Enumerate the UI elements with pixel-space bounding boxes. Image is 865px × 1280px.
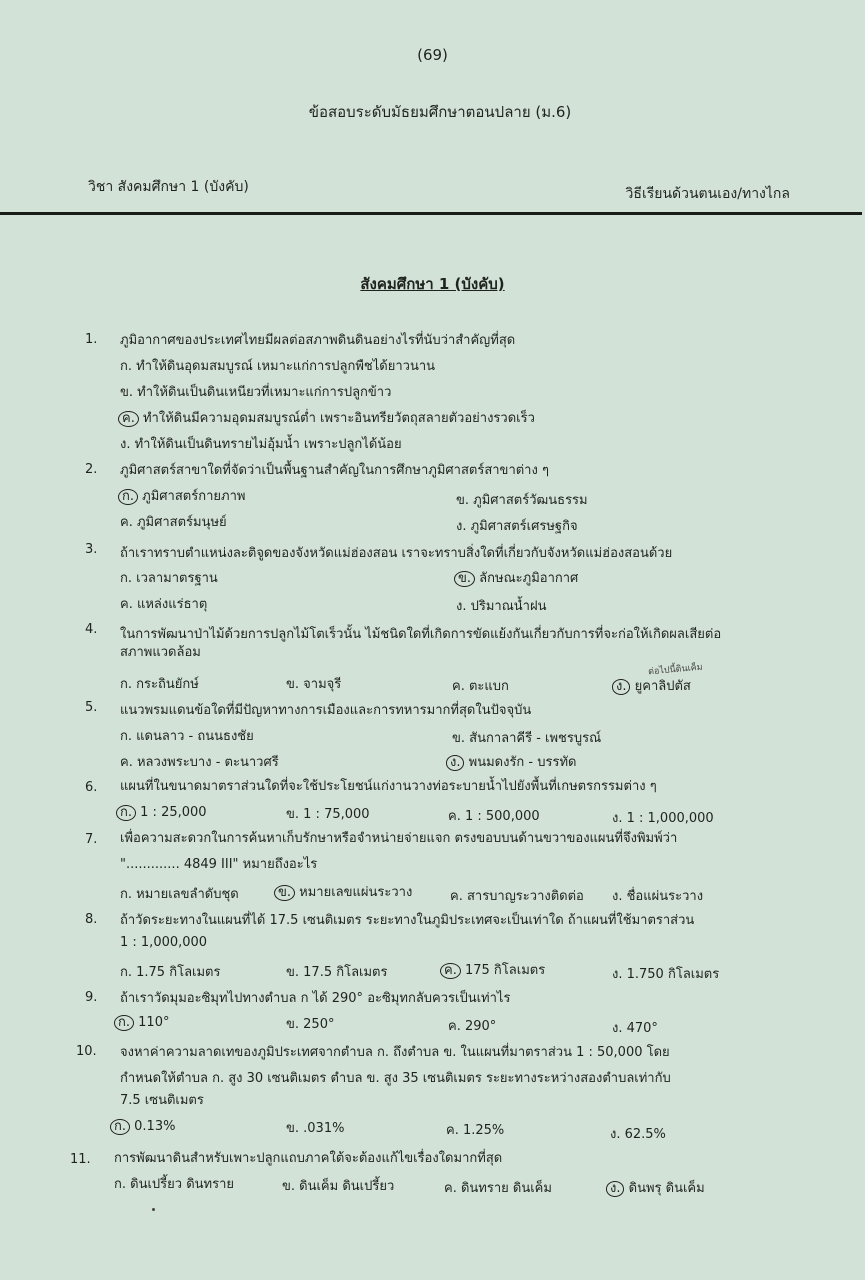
choice: ข. 1 : 75,000 bbox=[286, 807, 370, 822]
choice-text: ยูคาลิปตัส bbox=[634, 679, 691, 694]
subject-label: วิชา สังคมศึกษา 1 (บังคับ) bbox=[88, 179, 249, 195]
paper-speck bbox=[152, 1208, 155, 1211]
choice: ค. หลวงพระบาง - ตะนาวศรี bbox=[120, 755, 279, 770]
choice: ก. ทำให้ดินอุดมสมบูรณ์ เหมาะแก่การปลูกพืชได้ยาวนาน bbox=[120, 359, 436, 374]
header-divider bbox=[0, 212, 862, 215]
question-number: 10. bbox=[76, 1044, 97, 1059]
choice-selected bbox=[446, 754, 576, 772]
choice-text: 175 กิโลเมตร bbox=[464, 963, 546, 978]
answer-circle: ง. bbox=[612, 679, 630, 695]
question-number: 4. bbox=[85, 622, 98, 637]
choice-selected bbox=[274, 884, 412, 902]
choice: ข. ภูมิศาสตร์วัฒนธรรม bbox=[456, 493, 588, 508]
choice-text: ภูมิศาสตร์กายภาพ bbox=[142, 489, 246, 504]
question-number: 9. bbox=[85, 990, 98, 1005]
question-text: ถ้าเราวัดมุมอะซิมุทไปทางตำบล ก ได้ 290° อะซิมุทกลับควรเป็นเท่าไร bbox=[120, 991, 511, 1006]
choice: ง. ปริมาณน้ำฝน bbox=[456, 599, 547, 614]
question-text: การพัฒนาดินสำหรับเพาะปลูกแถบภาคใต้จะต้องแก้ไขเรื่องใดมากที่สุด bbox=[114, 1151, 503, 1166]
choice-selected bbox=[440, 962, 545, 980]
question-number: 2. bbox=[85, 462, 98, 477]
answer-circle: ก. bbox=[116, 805, 136, 821]
question-number: 3. bbox=[85, 542, 98, 557]
section-title: สังคมศึกษา 1 (บังคับ) bbox=[360, 275, 505, 293]
choice: ค. 1.25% bbox=[446, 1123, 505, 1138]
question-text: ในการพัฒนาป่าไม้ด้วยการปลูกไม้โตเร็วนั้น ไม้ชนิดใดที่เกิดการขัดแย้งกันเกี่ยวกับการที่จะก่อให้เกิดผลเสียต่อ bbox=[120, 627, 722, 642]
question-text: จงหาค่าความลาดเทของภูมิประเทศจากตำบล ก. ถึงตำบล ข. ในแผนที่มาตราส่วน 1 : 50,000 โดย bbox=[120, 1045, 670, 1060]
choice-text: 1 : 25,000 bbox=[140, 805, 207, 820]
choice: ค. 290° bbox=[448, 1019, 497, 1034]
question-text-continued: 1 : 1,000,000 bbox=[120, 935, 208, 950]
choice-selected bbox=[612, 678, 691, 696]
question-text: แนวพรมแดนข้อใดที่มีปัญหาทางการเมืองและการทหารมากที่สุดในปัจจุบัน bbox=[120, 703, 532, 718]
question-number: 6. bbox=[85, 780, 98, 795]
choice-selected bbox=[118, 410, 535, 428]
choice-selected bbox=[116, 804, 207, 822]
choice-text: ลักษณะภูมิอากาศ bbox=[479, 571, 579, 586]
question-number: 7. bbox=[85, 832, 98, 847]
choice: ง. 470° bbox=[612, 1021, 658, 1036]
choice: ก. ดินเปรี้ยว ดินทราย bbox=[114, 1177, 234, 1192]
choice-selected bbox=[118, 488, 245, 506]
choice: ง. ชื่อแผ่นระวาง bbox=[612, 889, 704, 904]
choice-text: ดินพรุ ดินเค็ม bbox=[628, 1181, 705, 1196]
choice-text: หมายเลขแผ่นระวาง bbox=[299, 885, 413, 900]
choice: ง. 1.750 กิโลเมตร bbox=[612, 967, 720, 982]
choice: ค. ภูมิศาสตร์มนุษย์ bbox=[120, 515, 227, 530]
choice-text: 0.13% bbox=[134, 1119, 176, 1134]
choice-selected bbox=[454, 570, 578, 588]
choice: ค. 1 : 500,000 bbox=[448, 809, 540, 824]
handwritten-note: ต่อไปนี้ดินเค็ม bbox=[647, 662, 704, 678]
question-text-continued: กำหนดให้ตำบล ก. สูง 30 เซนติเมตร ตำบล ข. สูง 35 เซนติเมตร ระยะทางระหว่างสองตำบลเท่ากับ bbox=[120, 1071, 671, 1086]
question-text-continued: 7.5 เซนติเมตร bbox=[120, 1093, 204, 1108]
choice: ง. ทำให้ดินเป็นดินทรายไม่อุ้มน้ำ เพราะปลูกได้น้อย bbox=[120, 437, 402, 452]
choice-text: 110° bbox=[138, 1015, 170, 1030]
choice-selected bbox=[606, 1180, 705, 1198]
answer-circle: ก. bbox=[118, 489, 138, 505]
choice: ข. 17.5 กิโลเมตร bbox=[286, 965, 388, 980]
choice: ง. 1 : 1,000,000 bbox=[612, 811, 714, 826]
choice: ค. ตะแบก bbox=[452, 679, 509, 694]
question-number: 5. bbox=[85, 700, 98, 715]
choice: ข. 250° bbox=[286, 1017, 335, 1032]
answer-circle: ก. bbox=[110, 1119, 130, 1135]
choice: ข. ดินเค็ม ดินเปรี้ยว bbox=[282, 1179, 395, 1194]
question-number: 8. bbox=[85, 912, 98, 927]
answer-circle: ค. bbox=[118, 411, 139, 427]
question-text-continued: "............. 4849 III" หมายถึงอะไร bbox=[120, 857, 318, 872]
choice: ข. สันกาลาคีรี - เพชรบูรณ์ bbox=[452, 731, 602, 746]
choice-selected bbox=[114, 1014, 169, 1032]
question-text-continued: สภาพแวดล้อม bbox=[120, 645, 201, 660]
choice: ก. เวลามาตรฐาน bbox=[120, 571, 218, 586]
choice: ค. สารบาญระวางติดต่อ bbox=[450, 889, 584, 904]
choice-text: ทำให้ดินมีความอุดมสมบูรณ์ต่ำ เพราะอินทรียวัตถุสลายตัวอย่างรวดเร็ว bbox=[142, 411, 535, 426]
study-method-label: วิธีเรียนด้วนตนเอง/ทางไกล bbox=[625, 186, 790, 202]
answer-circle: ค. bbox=[440, 963, 461, 979]
answer-circle: ข. bbox=[274, 885, 295, 901]
question-text: แผนที่ในขนาดมาตราส่วนใดที่จะใช้ประโยชน์แก่งานวางท่อระบายน้ำไปยังพื้นที่เกษตรกรรมต่าง ๆ bbox=[120, 779, 657, 794]
choice: ง. 62.5% bbox=[610, 1127, 666, 1142]
choice: ง. ภูมิศาสตร์เศรษฐกิจ bbox=[456, 519, 578, 534]
question-text: เพื่อความสะดวกในการค้นหาเก็บรักษาหรือจำหน่ายจ่ายแจก ตรงขอบบนด้านขวาของแผนที่จึงพิมพ์ว่า bbox=[120, 831, 678, 846]
question-number: 11. bbox=[70, 1152, 91, 1167]
question-text: ถ้าเราทราบตำแหน่งละติจูดของจังหวัดแม่ฮ่องสอน เราจะทราบสิ่งใดที่เกี่ยวกับจังหวัดแม่ฮ่องสอนด้วย bbox=[120, 546, 673, 561]
answer-circle: ง. bbox=[606, 1181, 624, 1197]
choice: ค. ดินทราย ดินเค็ม bbox=[444, 1181, 552, 1196]
question-text: ภูมิศาสตร์สาขาใดที่จัดว่าเป็นพื้นฐานสำคัญในการศึกษาภูมิศาสตร์สาขาต่าง ๆ bbox=[120, 463, 549, 478]
page-number: (69) bbox=[417, 46, 448, 64]
answer-circle: ก. bbox=[114, 1015, 134, 1031]
choice: ข. จามจุรี bbox=[286, 677, 342, 692]
question-number: 1. bbox=[85, 332, 98, 347]
choice: ข. ทำให้ดินเป็นดินเหนียวที่เหมาะแก่การปลูกข้าว bbox=[120, 385, 392, 400]
choice: ก. แดนลาว - ถนนธงชัย bbox=[120, 729, 254, 744]
exam-title: ข้อสอบระดับมัธยมศึกษาตอนปลาย (ม.6) bbox=[308, 103, 572, 121]
answer-circle: ง. bbox=[446, 755, 464, 771]
choice: ข. .031% bbox=[286, 1121, 345, 1136]
question-text: ถ้าวัดระยะทางในแผนที่ได้ 17.5 เซนติเมตร ระยะทางในภูมิประเทศจะเป็นเท่าใด ถ้าแผนที่ใช้มาตราส่วน bbox=[120, 913, 695, 928]
choice-text: พนมดงรัก - บรรทัด bbox=[468, 755, 577, 770]
answer-circle: ข. bbox=[454, 571, 475, 587]
question-text: ภูมิอากาศของประเทศไทยมีผลต่อสภาพดินดินอย่างไรที่นับว่าสำคัญที่สุด bbox=[120, 333, 516, 348]
choice: ก. กระถินยักษ์ bbox=[120, 677, 199, 692]
choice: ก. 1.75 กิโลเมตร bbox=[120, 965, 221, 980]
choice: ก. หมายเลขลำดับชุด bbox=[120, 887, 239, 902]
choice-selected bbox=[110, 1118, 175, 1136]
choice: ค. แหล่งแร่ธาตุ bbox=[120, 597, 208, 612]
